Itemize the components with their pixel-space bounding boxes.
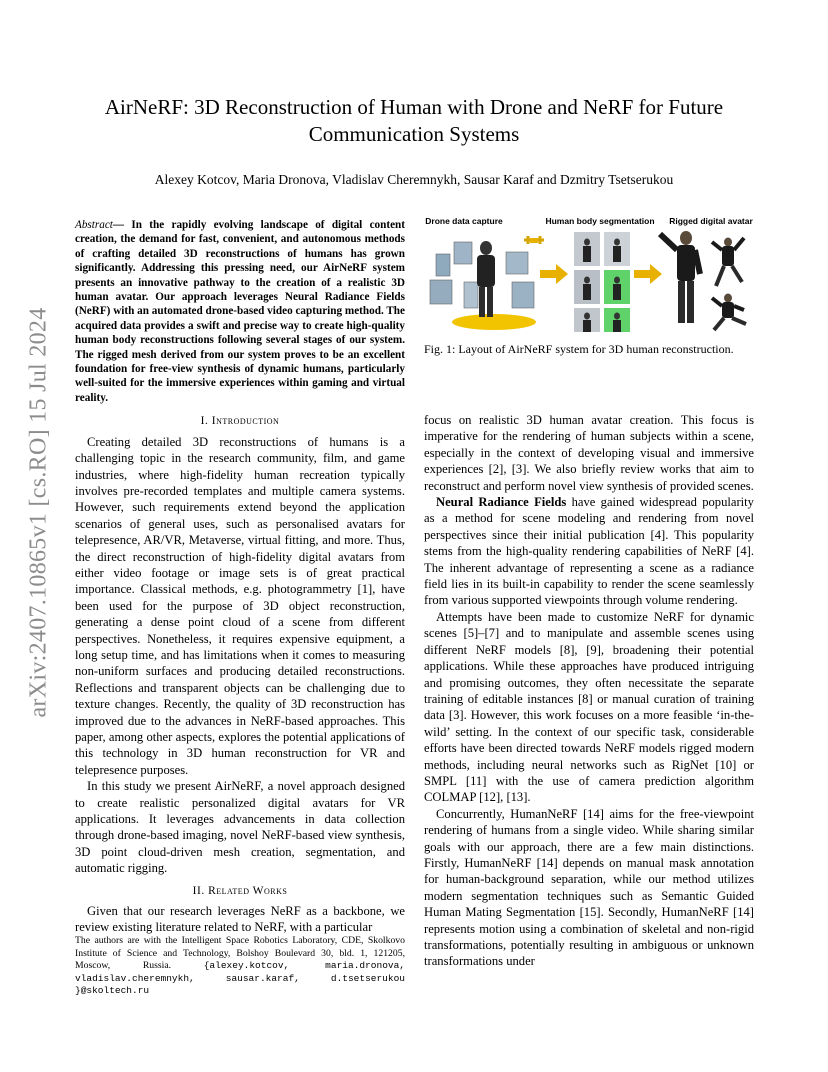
dynamic-nerf-paragraph: Attempts have been made to customize NeRF for dynamic scenes [5]–[7] and to manipulate and assemble scenes using different NeRF models [8], [9], broadening their potential applications. While these approaches have produced intriguing and promising outcomes, they often necessitate the separate training of editable instances [8] or manual curation of training data [3]. However, this work focuses on a more feasible ‘in-the-wild’ setting. In the context of our specific task, considerable efforts have been directed towards NeRF models rigged modern methods, including neural networks such as RigNet [10] or SMPL [11] with the use of camera prediction algorithm COLMAP [12], [13]. [424,609,754,805]
segmentation-panel [574,232,630,332]
section-heading-introduction: I. Introduction [200,415,280,428]
rigged-avatar-panel [660,231,746,330]
left-column [75,218,405,936]
abstract-label: Abstract [75,219,113,231]
system-layout-diagram [424,212,754,334]
footnote-emails: {alexey.kotcov, maria.dronova, vladislav.cheremnykh, sausar.karaf, d.tsetserukou }@skoltech.ru [75,960,405,996]
figure-label-segmentation: Human body segmentation [545,216,655,226]
abstract-text: — In the rapidly evolving landscape of digital content creation, the demand for fast, convenient, and autonomous methods of crafting detailed 3D reconstructions of humans has grown significantly. Addressing this pressing need, our AirNeRF system presents an innovative pathway to the creation of a realistic 3D human avatar. Our approach leverages Neural Radiance Fields (NeRF) with an automated drone-based video capturing method. The acquired data provides a swift and precise way to create high-quality human body reconstructions following several stages of our system. The rigged mesh derived from our system proves to be an excellent foundation for free-view synthesis of dynamic humans, particularly well-suited for the immersive experiences within gaming and virtual reality. [75,219,405,404]
figure-1-caption: Fig. 1: Layout of AirNeRF system for 3D human reconstruction. [424,342,734,356]
figure-1 [424,212,754,334]
section-heading-related-works: II. Related Works [192,884,288,897]
humannerf-paragraph: Concurrently, HumanNeRF [14] aims for the free-viewpoint rendering of humans from a single video. While sharing similar goals with our approach, there are a few main distinctions. Firstly, HumanNeRF [14] depends on manual mask annotation for human-background separation, while our method utilizes modern segmentation techniques such as Semantic Guided Human Mating Segmentation [15]. Secondly, HumanNeRF [14] represents motion using a combination of skeletal and non-rigid transformations, potentially resulting in ambiguous or unknown transformations under [424,806,754,969]
right-column [424,412,754,970]
arxiv-sidebar [19,297,59,727]
nerf-term: Neural Radiance Fields [436,495,567,510]
intro-paragraph-1: Creating detailed 3D reconstructions of humans is a challenging topic in the research community, film, and game industries, where high-fidelity human recreation typically involves pre-recorded templates and multiple camera systems. However, such requirements extend beyond the application scenarios of general uses, such as personalised avatars for telepresence, AR/VR, Metaverse, virtual fitting, and more. Thus, the direct reconstruction of high-fidelity digital avatars from either video footage or image sets is of great practical importance. Classical methods, e.g. photogrammetry [1], have been used for the purpose of 3D object reconstruction, generating a dense point cloud of a scene from different perspectives. Nonetheless, it requires expensive equipment, a long setup time, and has limitations when it comes to measuring non-uniform surfaces and producing detailed reconstructions. Reflections and transparent objects can be challenging due to texture changes. Recently, the quality of 3D reconstruction has improved due to the advances in NeRF-based approaches. This paper, among other aspects, explores the potential applications of this technology in 3D human reconstruction for VR and telepresence purposes. [75,434,405,777]
nerf-paragraph [424,494,754,609]
author-list: Alexey Kotcov, Maria Dronova, Vladislav Cheremnykh, Sausar Karaf and Dzmitry Tsetserukou [154,172,674,187]
drone-capture-panel [430,236,544,330]
related-paragraph-continued: focus on realistic 3D human avatar creation. This focus is imperative for the rendering of human subjects within a scene, especially in the context of developing visual and immersive experiences [2], [3]. We also briefly review works that aim to reconstruct and perform novel view synthesis of provided scenes. [424,413,754,493]
nerf-paragraph-text: have gained widespread popularity as a method for scene modeling and rendering from novel perspectives since their initial publication [4]. This popularity stems from the high-quality rendering capabilities of NeRF [4]. The inherent advantage of representing a scene as a radiance field lies in its built-in capability to render the scene seamlessly from various supported viewpoints through volume rendering. [424,495,754,608]
figure-label-drone-capture: Drone data capture [425,216,503,226]
flow-arrows [540,264,662,284]
related-paragraph-1: Given that our research leverages NeRF as a backbone, we review existing literature related to NeRF, with a particular [75,904,405,935]
arxiv-identifier: arXiv:2407.10865v1 [cs.RO] 15 Jul 2024 [25,306,52,718]
footnote-text: The authors are with the Intelligent Space Robotics Laboratory, CDE, Skolkovo Institute of Science and Technology, Bolshoy Boulevard 30, bld. 1, 121205, Moscow, Russia. [75,935,405,971]
paper-title: AirNeRF: 3D Reconstruction of Human with Drone and NeRF for Future Communication Systems [104,95,724,146]
intro-paragraph-2: In this study we present AirNeRF, a novel approach designed to create realistic personalized digital avatars for VR applications. It leverages advancements in data collection through drone-based imaging, novel NeRF-based view synthesis, 3D point cloud-driven mesh creation, segmentation, and automatic rigging. [75,779,405,876]
abstract [75,218,405,405]
figure-label-rigged-avatar: Rigged digital avatar [669,216,753,226]
affiliation-footnote [75,935,405,998]
